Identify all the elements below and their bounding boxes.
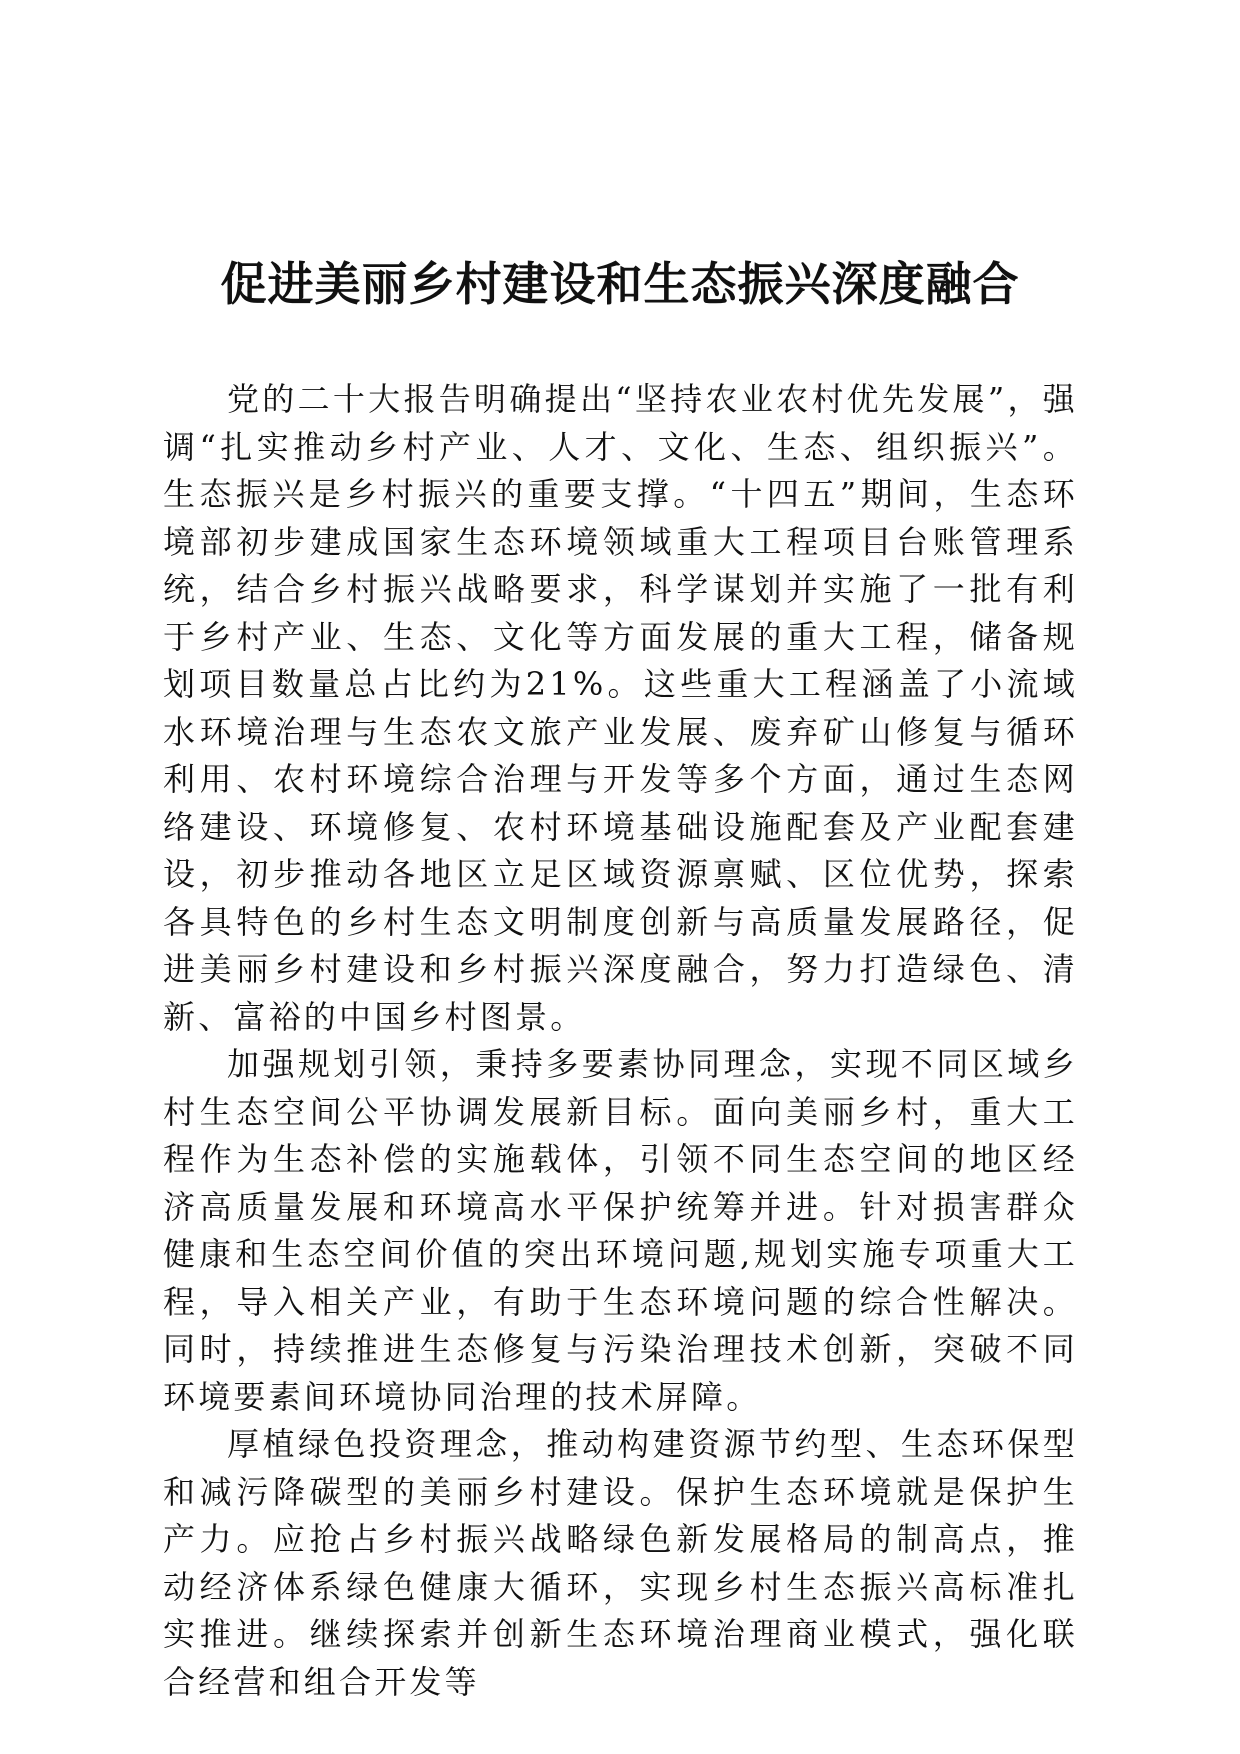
paragraph-2: 加强规划引领，秉持多要素协同理念，实现不同区域乡村生态空间公平协调发展新目标。面向美丽乡村，重大工程作为生态补偿的实施载体，引领不同生态空间的地区经济高质量发展和环境高水平保护统筹并进。针对损害群众健康和生态空间价值的突出环境问题,规划实施专项重大工程，导入相关产业，有助于生态环境问题的综合性解决。同时，持续推进生态修复与污染治理技术创新，突破不同环境要素间环境协同治理的技术屏障。 [163,1045,1078,1416]
paragraph-1: 党的二十大报告明确提出“坚持农业农村优先发展”，强调“扎实推动乡村产业、人才、文化、生态、组织振兴”。生态振兴是乡村振兴的重要支撑。“十四五”期间，生态环境部初步建成国家生态环境领域重大工程项目台账管理系统，结合乡村振兴战略要求，科学谋划并实施了一批有利于乡村产业、生态、文化等方面发展的重大工程，储备规划项目数量总占比约为21%。这些重大工程涵盖了小流域水环境治理与生态农文旅产业发展、废弃矿山修复与循环利用、农村环境综合治理与开发等多个方面，通过生态网络建设、环境修复、农村环境基础设施配套及产业配套建设，初步推动各地区立足区域资源禀赋、区位优势，探索各具特色的乡村生态文明制度创新与高质量发展路径，促进美丽乡村建设和乡村振兴深度融合，努力打造绿色、清新、富裕的中国乡村图景。 [163,380,1078,1036]
document-title: 促进美丽乡村建设和生态振兴深度融合 [220,257,1020,311]
document-body [163,376,1078,1706]
paragraph-3: 厚植绿色投资理念，推动构建资源节约型、生态环保型和减污降碳型的美丽乡村建设。保护生态环境就是保护生产力。应抢占乡村振兴战略绿色新发展格局的制高点，推动经济体系绿色健康大循环，实现乡村生态振兴高标准扎实推进。继续探索并创新生态环境治理商业模式，强化联合经营和组合开发等 [163,1425,1078,1701]
